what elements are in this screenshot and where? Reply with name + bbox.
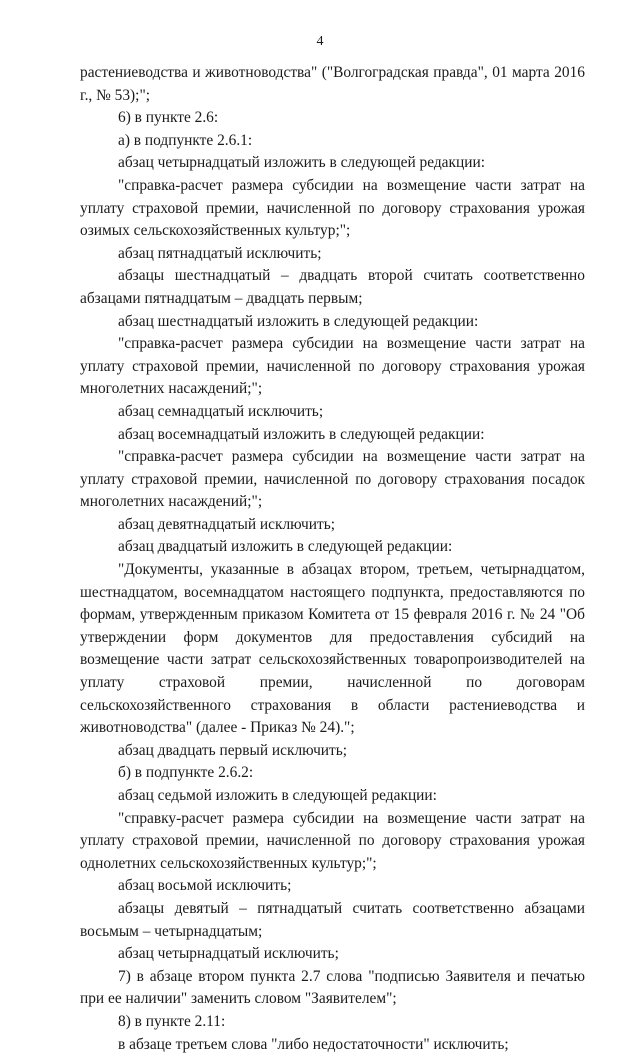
paragraph: абзац восемнадцатый изложить в следующей редакции: (118, 425, 485, 443)
paragraph: в абзаце третьем слова "либо недостаточности" исключить; (118, 1035, 509, 1053)
paragraph: "Документы, указанные в абзацах втором, третьем, четырнадцатом, шестнадцатом, восемнадцатом настоящего подпункта, предоставляются по формам, утвержденным приказом Комитета от 15 февраля 2016 г. № 24 "Об утверждении форм документов для предоставления субсидий на возмещение части затрат сельскохозяйственных товаропроизводителей на уплату страховой премии, начисленной по договорам сельскохозяйственного страхования в области растениеводства и животноводства" (далее - Приказ № 24)."; (80, 561, 585, 737)
paragraph: абзац шестнадцатый изложить в следующей редакции: (118, 312, 479, 330)
paragraph: абзац седьмой изложить в следующей редакции: (118, 787, 437, 804)
paragraph: 6) в пункте 2.6: (118, 109, 219, 127)
paragraph: "справка-расчет размера субсидии на возмещение части затрат на уплату страховой премии, начисленной по договору страхования посадок многолетних насаждений;"; (80, 448, 585, 511)
paragraph: б) в подпункте 2.6.2: (118, 764, 254, 782)
paragraph: абзац семнадцатый исключить; (118, 402, 324, 420)
paragraph: а) в подпункте 2.6.1: (118, 131, 253, 149)
paragraph: абзац двадцатый изложить в следующей редакции: (118, 538, 453, 556)
paragraph: абзац четырнадцатый исключить; (118, 945, 339, 963)
paragraph: 7) в абзаце втором пункта 2.7 слова "подписью Заявителя и печатью при ее наличии" заменить словом "Заявителем"; (80, 967, 585, 1008)
paragraph: "справка-расчет размера субсидии на возмещение части затрат на уплату страховой премии, начисленной по договору страхования урожая многолетних насаждений;"; (80, 335, 585, 398)
paragraph: "справка-расчет размера субсидии на возмещение части затрат на уплату страховой премии, начисленной по договору страхования урожая озимых сельскохозяйственных культур;"; (80, 176, 585, 240)
paragraph: абзац девятнадцатый исключить; (118, 515, 336, 533)
paragraph: растениеводства и животноводства" ("Волгоградская правда", 01 марта 2016 г., № 53);"; (80, 64, 585, 104)
paragraph: "справку-расчет размера субсидии на возмещение части затрат на уплату страховой премии, начисленной по договору страхования урожая однолетних сельскохозяйственных культур;"; (80, 809, 585, 872)
page-number: 4 (316, 34, 324, 49)
paragraph: абзац двадцать первый исключить; (118, 741, 348, 759)
paragraph: 8) в пункте 2.11: (118, 1012, 226, 1030)
paragraph: абзац четырнадцатый изложить в следующей редакции: (118, 154, 485, 172)
paragraph: абзацы шестнадцатый – двадцать второй считать соответственно абзацами пятнадцатым – двадцать первым; (80, 267, 585, 307)
paragraph: абзац пятнадцатый исключить; (118, 244, 322, 262)
document-body (80, 62, 585, 1056)
paragraph: абзацы девятый – пятнадцатый считать соответственно абзацами восьмым – четырнадцатым; (80, 899, 585, 940)
paragraph: абзац восьмой исключить; (118, 877, 292, 895)
